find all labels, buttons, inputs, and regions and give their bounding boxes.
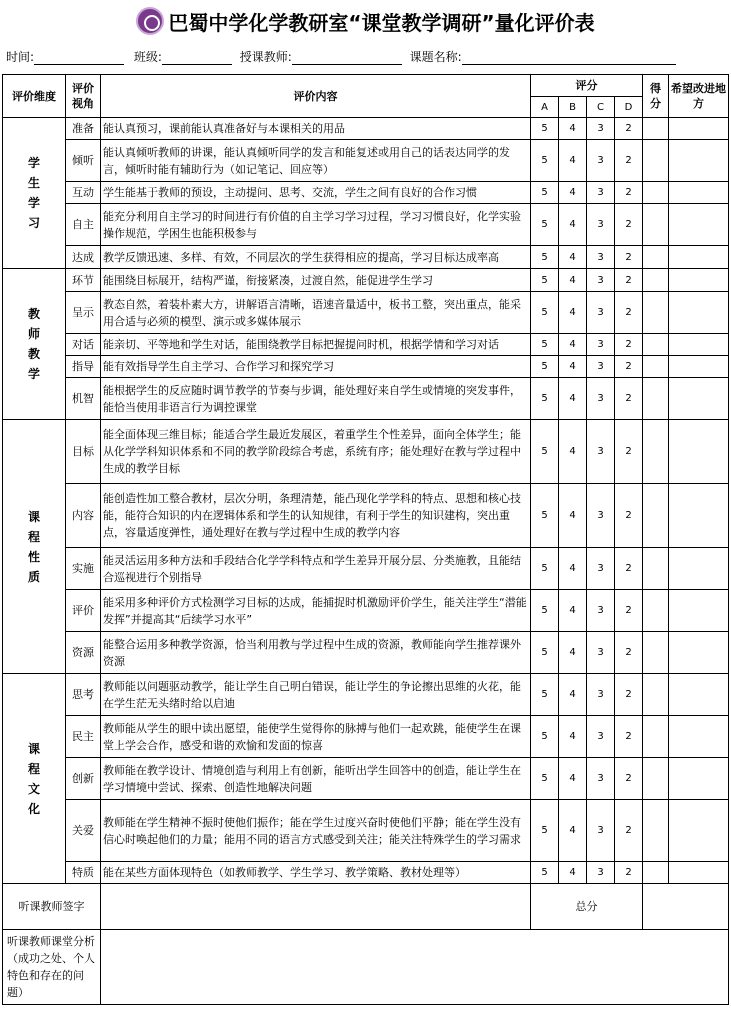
improve-cell[interactable]: [669, 246, 729, 269]
score-option[interactable]: 2: [615, 590, 643, 632]
score-option[interactable]: 2: [615, 334, 643, 356]
improve-cell[interactable]: [669, 590, 729, 632]
got-score-cell[interactable]: [643, 420, 669, 484]
view-cell: 创新: [66, 758, 101, 800]
score-option[interactable]: 4: [559, 862, 587, 884]
view-cell: 机智: [66, 378, 101, 420]
score-option[interactable]: 5: [531, 140, 559, 182]
analysis-label: 听课教师课堂分析（成功之处、个人特色和存在的问题）: [3, 930, 101, 1005]
dimension-cell: 课程文化: [3, 674, 66, 884]
score-option[interactable]: 3: [587, 484, 615, 548]
score-option[interactable]: 4: [559, 246, 587, 269]
dimension-cell: 课程性质: [3, 420, 66, 674]
analysis-row: [3, 930, 729, 1005]
grade-c: C: [587, 97, 615, 118]
improve-cell[interactable]: [669, 140, 729, 182]
table-row: [3, 204, 729, 246]
score-option[interactable]: 2: [615, 632, 643, 674]
score-option[interactable]: 5: [531, 632, 559, 674]
improve-cell[interactable]: [669, 548, 729, 590]
view-cell: 特质: [66, 862, 101, 884]
got-score-cell[interactable]: [643, 716, 669, 758]
improve-cell[interactable]: [669, 378, 729, 420]
got-score-cell[interactable]: [643, 269, 669, 292]
header-dimension: 评价维度: [3, 75, 66, 118]
score-option[interactable]: 2: [615, 140, 643, 182]
score-option[interactable]: 4: [559, 182, 587, 204]
content-cell: 能有效指导学生自主学习、合作学习和探究学习: [101, 356, 531, 378]
score-option[interactable]: 2: [615, 420, 643, 484]
improve-cell[interactable]: [669, 356, 729, 378]
header-score: 评分: [531, 75, 643, 97]
score-option[interactable]: 3: [587, 758, 615, 800]
score-option[interactable]: 4: [559, 716, 587, 758]
got-score-cell[interactable]: [643, 548, 669, 590]
score-option[interactable]: 2: [615, 182, 643, 204]
improve-cell[interactable]: [669, 484, 729, 548]
score-option[interactable]: 5: [531, 356, 559, 378]
score-option[interactable]: 4: [559, 800, 587, 862]
info-line: [6, 48, 726, 68]
score-option[interactable]: 5: [531, 292, 559, 334]
title-bar: [0, 4, 731, 38]
time-label: 时间:: [6, 50, 35, 64]
score-option[interactable]: 2: [615, 356, 643, 378]
view-cell: 目标: [66, 420, 101, 484]
score-option[interactable]: 5: [531, 484, 559, 548]
score-option[interactable]: 2: [615, 269, 643, 292]
got-score-cell[interactable]: [643, 292, 669, 334]
improve-cell[interactable]: [669, 204, 729, 246]
score-option[interactable]: 3: [587, 862, 615, 884]
table-row: [3, 246, 729, 269]
improve-cell[interactable]: [669, 182, 729, 204]
score-option[interactable]: 2: [615, 378, 643, 420]
score-option[interactable]: 4: [559, 632, 587, 674]
improve-cell[interactable]: [669, 862, 729, 884]
table-row: [3, 800, 729, 862]
score-option[interactable]: 4: [559, 420, 587, 484]
table-row: [3, 758, 729, 800]
table-row: [3, 590, 729, 632]
score-option[interactable]: 3: [587, 334, 615, 356]
got-score-cell[interactable]: [643, 204, 669, 246]
total-field[interactable]: [643, 884, 729, 930]
page-title: 巴蜀中学化学教研室“课堂教学调研”量化评价表: [168, 10, 595, 35]
view-cell: 关爱: [66, 800, 101, 862]
table-row: [3, 356, 729, 378]
content-cell: 教师能以问题驱动教学，能让学生自己明白错误，能让学生的争论擦出思维的火花，能在学生茫无头绪时给以启迪: [101, 674, 531, 716]
grade-b: B: [559, 97, 587, 118]
content-cell: 能充分利用自主学习的时间进行有价值的自主学习学习过程，学习习惯良好，化学实验操作规范，学困生也能积极参与: [101, 204, 531, 246]
time-field[interactable]: [34, 50, 124, 65]
table-row: [3, 269, 729, 292]
got-score-cell[interactable]: [643, 800, 669, 862]
improve-cell[interactable]: [669, 758, 729, 800]
improve-cell[interactable]: [669, 420, 729, 484]
content-cell: 能亲切、平等地和学生对话，能围绕教学目标把握提问时机，根据学情和学习对话: [101, 334, 531, 356]
score-option[interactable]: 2: [615, 204, 643, 246]
total-label: 总分: [531, 884, 643, 930]
table-row: [3, 140, 729, 182]
table-row: [3, 862, 729, 884]
score-option[interactable]: 2: [615, 484, 643, 548]
content-cell: 能灵活运用多种方法和手段结合化学学科特点和学生差异开展分层、分类施教，且能结合巡视进行个别指导: [101, 548, 531, 590]
content-cell: 能采用多种评价方式检测学习目标的达成，能捕捉时机激励评价学生，能关注学生“潜能发挥”并提高其“后续学习水平”: [101, 590, 531, 632]
score-option[interactable]: 3: [587, 182, 615, 204]
view-cell: 达成: [66, 246, 101, 269]
table-row: [3, 292, 729, 334]
content-cell: 能在某些方面体现特色（如教师教学、学生学习、教学策略、教材处理等）: [101, 862, 531, 884]
score-option[interactable]: 4: [559, 590, 587, 632]
score-option[interactable]: 2: [615, 548, 643, 590]
table-row: [3, 118, 729, 140]
score-option[interactable]: 5: [531, 674, 559, 716]
score-option[interactable]: 2: [615, 246, 643, 269]
table-row: [3, 484, 729, 548]
view-cell: 准备: [66, 118, 101, 140]
content-cell: 能全面体现三维目标；能适合学生最近发展区，着重学生个性差异，面向全体学生；能从化学学科知识体系和不同的教学阶段综合考虑，系统有序；能处理好在教与学过程中生成的教学目标: [101, 420, 531, 484]
content-cell: 教态自然，着装朴素大方，讲解语言清晰，语速音量适中，板书工整，突出重点，能采用合适与必须的模型、演示或多媒体展示: [101, 292, 531, 334]
view-cell: 指导: [66, 356, 101, 378]
score-option[interactable]: 4: [559, 269, 587, 292]
content-cell: 能整合运用多种教学资源，恰当利用教与学过程中生成的资源，教师能向学生推荐课外资源: [101, 632, 531, 674]
score-option[interactable]: 3: [587, 420, 615, 484]
score-option[interactable]: 4: [559, 334, 587, 356]
score-option[interactable]: 3: [587, 269, 615, 292]
table-row: [3, 674, 729, 716]
content-cell: 学生能基于教师的预设，主动提问、思考、交流，学生之间有良好的合作习惯: [101, 182, 531, 204]
score-option[interactable]: 2: [615, 674, 643, 716]
got-score-cell[interactable]: [643, 674, 669, 716]
score-option[interactable]: 4: [559, 204, 587, 246]
score-option[interactable]: 5: [531, 716, 559, 758]
score-option[interactable]: 5: [531, 800, 559, 862]
score-option[interactable]: 2: [615, 118, 643, 140]
score-option[interactable]: 3: [587, 674, 615, 716]
content-cell: 能创造性加工整合教材，层次分明，条理清楚，能凸现化学学科的特点、思想和核心技能，能符合知识的内在逻辑体系和学生的认知规律，有利于学生的知识建构，突出重点，容量适度弹性，通处理好在教与学过程中生成的教学内容: [101, 484, 531, 548]
content-cell: 教师能在学生精神不振时使他们振作；能在学生过度兴奋时使他们平静；能在学生没有信心时唤起他们的力量；能用不同的语言方式感受到关注；能关注特殊学生的学习需求: [101, 800, 531, 862]
header-improve: 希望改进地方: [669, 75, 729, 118]
score-option[interactable]: 5: [531, 118, 559, 140]
got-score-cell[interactable]: [643, 118, 669, 140]
score-option[interactable]: 5: [531, 334, 559, 356]
score-option[interactable]: 2: [615, 716, 643, 758]
score-option[interactable]: 4: [559, 758, 587, 800]
sign-row: [3, 884, 729, 930]
score-option[interactable]: 3: [587, 118, 615, 140]
view-cell: 呈示: [66, 292, 101, 334]
score-option[interactable]: 3: [587, 246, 615, 269]
improve-cell[interactable]: [669, 118, 729, 140]
improve-cell[interactable]: [669, 632, 729, 674]
score-option[interactable]: 3: [587, 204, 615, 246]
got-score-cell[interactable]: [643, 758, 669, 800]
score-option[interactable]: 2: [615, 292, 643, 334]
improve-cell[interactable]: [669, 800, 729, 862]
got-score-cell[interactable]: [643, 140, 669, 182]
score-option[interactable]: 5: [531, 548, 559, 590]
sign-label: 听课教师签字: [3, 884, 101, 930]
score-option[interactable]: 4: [559, 292, 587, 334]
score-option[interactable]: 4: [559, 674, 587, 716]
grade-a: A: [531, 97, 559, 118]
improve-cell[interactable]: [669, 334, 729, 356]
view-cell: 资源: [66, 632, 101, 674]
view-cell: 环节: [66, 269, 101, 292]
score-option[interactable]: 4: [559, 118, 587, 140]
score-option[interactable]: 5: [531, 246, 559, 269]
got-score-cell[interactable]: [643, 334, 669, 356]
got-score-cell[interactable]: [643, 862, 669, 884]
header-content: 评价内容: [101, 75, 531, 118]
content-cell: 能围绕目标展开，结构严谨，衔接紧凑，过渡自然，能促进学生学习: [101, 269, 531, 292]
table-row: [3, 548, 729, 590]
score-option[interactable]: 2: [615, 862, 643, 884]
sign-field[interactable]: [101, 884, 531, 930]
class-label: 班级:: [133, 50, 162, 64]
topic-label: 课题名称:: [409, 50, 462, 64]
content-cell: 教学反馈迅速、多样、有效，不同层次的学生获得相应的提高，学习目标达成率高: [101, 246, 531, 269]
score-option[interactable]: 4: [559, 356, 587, 378]
content-cell: 能根据学生的反应随时调节教学的节奏与步调，能处理好来自学生或情境的突发事件，能恰当使用非语言行为调控课堂: [101, 378, 531, 420]
evaluation-table: [2, 74, 729, 1005]
header-got: 得分: [643, 75, 669, 118]
score-option[interactable]: 4: [559, 378, 587, 420]
score-option[interactable]: 3: [587, 140, 615, 182]
score-option[interactable]: 3: [587, 356, 615, 378]
score-option[interactable]: 3: [587, 716, 615, 758]
view-cell: 思考: [66, 674, 101, 716]
score-option[interactable]: 5: [531, 590, 559, 632]
table-row: [3, 716, 729, 758]
improve-cell[interactable]: [669, 269, 729, 292]
improve-cell[interactable]: [669, 292, 729, 334]
content-cell: 教师能从学生的眼中读出愿望，能使学生觉得你的脉搏与他们一起欢跳，能使学生在课堂上学会合作，感受和谐的欢愉和发面的惊喜: [101, 716, 531, 758]
table-row: [3, 632, 729, 674]
class-field[interactable]: [162, 50, 232, 65]
score-option[interactable]: 5: [531, 378, 559, 420]
view-cell: 自主: [66, 204, 101, 246]
view-cell: 对话: [66, 334, 101, 356]
topic-field[interactable]: [462, 50, 676, 65]
analysis-field[interactable]: [101, 930, 729, 1005]
content-cell: 能认真倾听教师的讲课，能认真倾听同学的发言和能复述或用自己的话表达同学的发言，倾听时能有辅助行为（如记笔记、回应等）: [101, 140, 531, 182]
content-cell: 教师能在教学设计、情境创造与利用上有创新，能听出学生回答中的创造，能让学生在学习情境中尝试、探索、创造性地解决问题: [101, 758, 531, 800]
score-option[interactable]: 4: [559, 140, 587, 182]
improve-cell[interactable]: [669, 674, 729, 716]
score-option[interactable]: 2: [615, 758, 643, 800]
score-option[interactable]: 3: [587, 548, 615, 590]
school-seal-icon: [136, 7, 164, 35]
got-score-cell[interactable]: [643, 632, 669, 674]
score-option[interactable]: 5: [531, 758, 559, 800]
score-option[interactable]: 3: [587, 378, 615, 420]
got-score-cell[interactable]: [643, 356, 669, 378]
table-row: [3, 182, 729, 204]
table-row: [3, 334, 729, 356]
got-score-cell[interactable]: [643, 484, 669, 548]
got-score-cell[interactable]: [643, 378, 669, 420]
view-cell: 评价: [66, 590, 101, 632]
table-row: [3, 378, 729, 420]
view-cell: 互动: [66, 182, 101, 204]
teacher-label: 授课教师:: [239, 50, 292, 64]
content-cell: 能认真预习，课前能认真准备好与本课相关的用品: [101, 118, 531, 140]
view-cell: 倾听: [66, 140, 101, 182]
score-option[interactable]: 3: [587, 800, 615, 862]
score-option[interactable]: 5: [531, 182, 559, 204]
score-option[interactable]: 3: [587, 632, 615, 674]
dimension-cell: 教师教学: [3, 269, 66, 420]
dimension-cell: 学生学习: [3, 118, 66, 269]
score-option[interactable]: 5: [531, 862, 559, 884]
score-option[interactable]: 3: [587, 292, 615, 334]
score-option[interactable]: 4: [559, 548, 587, 590]
got-score-cell[interactable]: [643, 590, 669, 632]
header-view: 评价视角: [66, 75, 101, 118]
score-option[interactable]: 2: [615, 800, 643, 862]
grade-d: D: [615, 97, 643, 118]
score-option[interactable]: 4: [559, 484, 587, 548]
view-cell: 民主: [66, 716, 101, 758]
got-score-cell[interactable]: [643, 246, 669, 269]
score-option[interactable]: 5: [531, 204, 559, 246]
score-option[interactable]: 3: [587, 590, 615, 632]
teacher-field[interactable]: [292, 50, 402, 65]
view-cell: 实施: [66, 548, 101, 590]
improve-cell[interactable]: [669, 716, 729, 758]
got-score-cell[interactable]: [643, 182, 669, 204]
score-option[interactable]: 5: [531, 269, 559, 292]
score-option[interactable]: 5: [531, 420, 559, 484]
table-row: [3, 420, 729, 484]
view-cell: 内容: [66, 484, 101, 548]
